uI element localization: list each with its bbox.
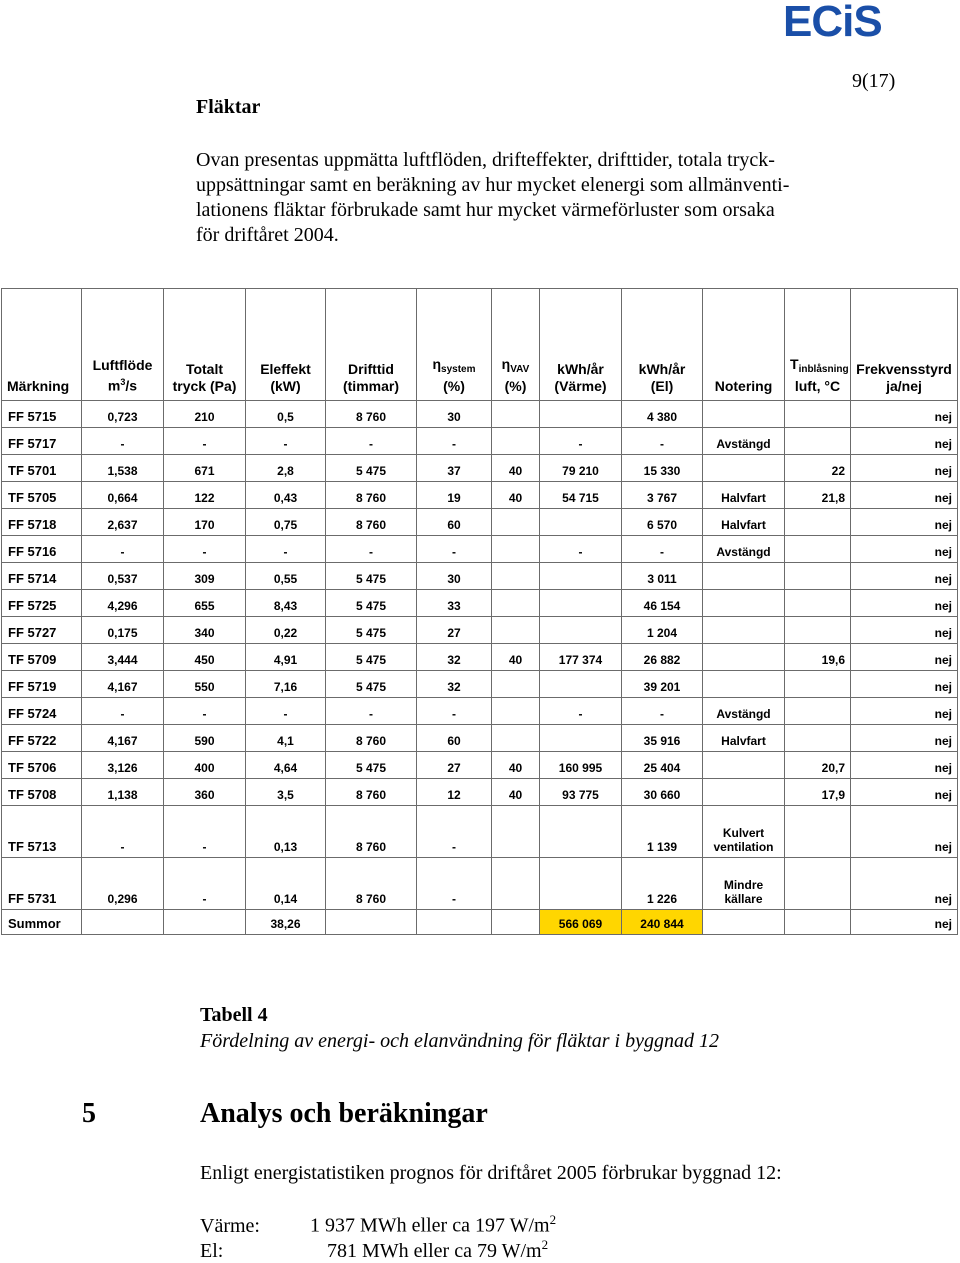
cell-airflow: 0,175	[82, 617, 164, 644]
table-row	[2, 428, 958, 455]
cell-note	[703, 617, 785, 644]
section-number: 5	[82, 1098, 96, 1129]
table-header-row	[2, 289, 958, 401]
cell-note: Avstängd	[703, 536, 785, 563]
cell-eta-system: 33	[417, 590, 492, 617]
intro-paragraph	[196, 148, 836, 248]
header-hours: Drifttid (timmar)	[326, 289, 417, 401]
cell-temp: 20,7	[785, 752, 851, 779]
cell-eta-vav	[492, 617, 540, 644]
cell-hours: 8 760	[326, 725, 417, 752]
cell-note	[703, 455, 785, 482]
cell-pressure: -	[164, 858, 246, 910]
heat-value: 1 937 MWh eller ca 197 W/m	[310, 1214, 550, 1237]
cell-hours: -	[326, 428, 417, 455]
cell-eta-vav: 40	[492, 482, 540, 509]
el-value: 781 MWh eller ca 79 W/m	[327, 1239, 542, 1262]
cell-freq: nej	[851, 779, 958, 806]
header-airflow: Luftflöde $m^3/s$	[82, 289, 164, 401]
section-title: Analys och beräkningar	[200, 1098, 488, 1129]
cell-heat	[540, 590, 622, 617]
cell-pressure: 655	[164, 590, 246, 617]
cell-el: 30 660	[622, 779, 703, 806]
cell-eta-vav	[492, 428, 540, 455]
note-line: Mindre	[723, 878, 764, 892]
summary-empty	[164, 910, 246, 935]
cell-pressure: 170	[164, 509, 246, 536]
cell-eta-vav: 40	[492, 779, 540, 806]
cell-note	[703, 671, 785, 698]
cell-hours: 8 760	[326, 482, 417, 509]
cell-airflow: -	[82, 536, 164, 563]
cell-power: 0,43	[246, 482, 326, 509]
cell-eta-system: 60	[417, 509, 492, 536]
table-row	[2, 509, 958, 536]
cell-marking: FF 5727	[2, 617, 82, 644]
table-row	[2, 858, 958, 910]
cell-el: 26 882	[622, 644, 703, 671]
cell-airflow: 0,723	[82, 401, 164, 428]
cell-power: 4,64	[246, 752, 326, 779]
cell-hours: 5 475	[326, 671, 417, 698]
cell-airflow: -	[82, 698, 164, 725]
summary-empty	[82, 910, 164, 935]
cell-temp	[785, 509, 851, 536]
cell-hours: 5 475	[326, 617, 417, 644]
cell-el: -	[622, 698, 703, 725]
cell-marking: FF 5722	[2, 725, 82, 752]
cell-eta-vav	[492, 590, 540, 617]
cell-freq: nej	[851, 455, 958, 482]
cell-eta-system: 27	[417, 617, 492, 644]
el-consumption-line	[200, 1237, 548, 1263]
table-row	[2, 806, 958, 858]
cell-temp	[785, 698, 851, 725]
cell-heat: -	[540, 698, 622, 725]
summary-freq: nej	[851, 910, 958, 935]
cell-power: 0,14	[246, 858, 326, 910]
header-heat-energy: kWh/år (Värme)	[540, 289, 622, 401]
table-row	[2, 482, 958, 509]
cell-freq: nej	[851, 509, 958, 536]
cell-hours: 5 475	[326, 644, 417, 671]
cell-airflow: 4,167	[82, 725, 164, 752]
cell-pressure: 210	[164, 401, 246, 428]
cell-eta-system: 32	[417, 644, 492, 671]
cell-el: 1 204	[622, 617, 703, 644]
intro-line: uppsättningar samt en beräkning av hur mycket elenergi som allmänventi-	[196, 174, 790, 196]
cell-hours: 8 760	[326, 509, 417, 536]
summary-label: Summor	[2, 910, 82, 935]
summary-row	[2, 910, 958, 935]
cell-power: -	[246, 428, 326, 455]
cell-el: 1 139	[622, 806, 703, 858]
cell-pressure: 400	[164, 752, 246, 779]
cell-temp: 21,8	[785, 482, 851, 509]
cell-temp	[785, 617, 851, 644]
header-power: Eleffekt (kW)	[246, 289, 326, 401]
cell-eta-vav	[492, 671, 540, 698]
cell-freq: nej	[851, 617, 958, 644]
cell-pressure: 340	[164, 617, 246, 644]
cell-temp: 17,9	[785, 779, 851, 806]
table-row	[2, 536, 958, 563]
cell-heat: 160 995	[540, 752, 622, 779]
cell-power: 4,91	[246, 644, 326, 671]
cell-marking: FF 5724	[2, 698, 82, 725]
cell-heat	[540, 858, 622, 910]
header-note: Notering	[703, 289, 785, 401]
cell-marking: FF 5714	[2, 563, 82, 590]
heat-consumption-line	[200, 1212, 556, 1238]
cell-el: 3 767	[622, 482, 703, 509]
cell-eta-vav: 40	[492, 644, 540, 671]
cell-eta-vav	[492, 563, 540, 590]
section-heading: Fläktar	[196, 96, 261, 118]
cell-power: -	[246, 536, 326, 563]
cell-eta-system: 37	[417, 455, 492, 482]
table-row	[2, 671, 958, 698]
cell-heat: 54 715	[540, 482, 622, 509]
cell-power: 3,5	[246, 779, 326, 806]
cell-pressure: 590	[164, 725, 246, 752]
cell-note: Avstängd	[703, 698, 785, 725]
summary-heat: 566 069	[540, 910, 622, 935]
header-eta-vav: $\eta_{VAV}$ (%)	[492, 289, 540, 401]
cell-airflow: 3,444	[82, 644, 164, 671]
cell-power: 0,55	[246, 563, 326, 590]
cell-marking: TF 5705	[2, 482, 82, 509]
cell-heat: 177 374	[540, 644, 622, 671]
intro-line: Ovan presentas uppmätta luftflöden, drifteffekter, drifttider, totala tryck-	[196, 149, 775, 171]
cell-hours: 5 475	[326, 590, 417, 617]
cell-hours: 8 760	[326, 858, 417, 910]
cell-marking: FF 5716	[2, 536, 82, 563]
cell-note	[703, 644, 785, 671]
cell-hours: -	[326, 698, 417, 725]
cell-temp	[785, 671, 851, 698]
cell-freq: nej	[851, 401, 958, 428]
cell-temp	[785, 401, 851, 428]
cell-note	[703, 752, 785, 779]
table-row	[2, 401, 958, 428]
cell-freq: nej	[851, 428, 958, 455]
cell-eta-system: -	[417, 806, 492, 858]
cell-temp	[785, 590, 851, 617]
cell-pressure: 671	[164, 455, 246, 482]
cell-heat	[540, 806, 622, 858]
table-caption	[200, 1002, 719, 1054]
intro-line: för driftåret 2004.	[196, 224, 339, 246]
cell-temp	[785, 725, 851, 752]
cell-heat	[540, 401, 622, 428]
cell-heat: -	[540, 536, 622, 563]
cell-marking: TF 5713	[2, 806, 82, 858]
cell-marking: FF 5718	[2, 509, 82, 536]
summary-empty	[492, 910, 540, 935]
cell-freq: nej	[851, 725, 958, 752]
cell-temp: 19,6	[785, 644, 851, 671]
cell-freq: nej	[851, 563, 958, 590]
cell-freq: nej	[851, 671, 958, 698]
cell-power: 8,43	[246, 590, 326, 617]
cell-el: 46 154	[622, 590, 703, 617]
summary-power: 38,26	[246, 910, 326, 935]
table-row	[2, 455, 958, 482]
cell-note: Halvfart	[703, 482, 785, 509]
cell-el: 25 404	[622, 752, 703, 779]
table-row	[2, 779, 958, 806]
cell-eta-vav: 40	[492, 455, 540, 482]
cell-power: 7,16	[246, 671, 326, 698]
cell-eta-system: -	[417, 428, 492, 455]
cell-el: 39 201	[622, 671, 703, 698]
cell-marking: TF 5706	[2, 752, 82, 779]
cell-marking: FF 5719	[2, 671, 82, 698]
cell-note	[703, 590, 785, 617]
cell-note	[703, 563, 785, 590]
cell-pressure: 122	[164, 482, 246, 509]
cell-el: 1 226	[622, 858, 703, 910]
cell-freq: nej	[851, 482, 958, 509]
cell-hours: 5 475	[326, 752, 417, 779]
cell-power: 2,8	[246, 455, 326, 482]
el-unit-sup: 2	[541, 1237, 549, 1252]
cell-el: -	[622, 536, 703, 563]
cell-pressure: 360	[164, 779, 246, 806]
cell-heat: 79 210	[540, 455, 622, 482]
cell-airflow: 0,296	[82, 858, 164, 910]
cell-el: 35 916	[622, 725, 703, 752]
cell-el: 15 330	[622, 455, 703, 482]
cell-el: -	[622, 428, 703, 455]
cell-pressure: 550	[164, 671, 246, 698]
cell-heat	[540, 509, 622, 536]
cell-eta-system: 27	[417, 752, 492, 779]
cell-pressure: 309	[164, 563, 246, 590]
cell-eta-system: 30	[417, 563, 492, 590]
cell-el: 6 570	[622, 509, 703, 536]
cell-freq: nej	[851, 752, 958, 779]
cell-note	[703, 401, 785, 428]
header-eta-system: $\eta_{system}$ (%)	[417, 289, 492, 401]
cell-eta-vav	[492, 536, 540, 563]
cell-eta-system: -	[417, 698, 492, 725]
table-row	[2, 698, 958, 725]
cell-power: 0,75	[246, 509, 326, 536]
cell-eta-vav	[492, 698, 540, 725]
cell-marking: FF 5715	[2, 401, 82, 428]
header-el-energy: kWh/år (El)	[622, 289, 703, 401]
cell-power: 4,1	[246, 725, 326, 752]
cell-note	[703, 779, 785, 806]
cell-heat	[540, 563, 622, 590]
cell-temp	[785, 428, 851, 455]
cell-pressure: -	[164, 536, 246, 563]
cell-pressure: -	[164, 698, 246, 725]
intro-line: lationens fläktar förbrukade samt hur mycket värmeförluster som orsaka	[196, 199, 775, 221]
cell-marking: TF 5708	[2, 779, 82, 806]
cell-eta-vav	[492, 725, 540, 752]
ecis-logo: ECiS	[783, 0, 882, 46]
cell-hours: 8 760	[326, 806, 417, 858]
header-pressure: Totalt tryck (Pa)	[164, 289, 246, 401]
cell-power: 0,5	[246, 401, 326, 428]
cell-hours: 8 760	[326, 401, 417, 428]
table-row	[2, 752, 958, 779]
summary-empty	[703, 910, 785, 935]
cell-eta-vav	[492, 509, 540, 536]
table-row	[2, 644, 958, 671]
cell-eta-system: 30	[417, 401, 492, 428]
cell-heat	[540, 617, 622, 644]
cell-note	[703, 806, 785, 858]
caption-title: Tabell 4	[200, 1004, 268, 1026]
cell-note: Halvfart	[703, 509, 785, 536]
cell-marking: TF 5709	[2, 644, 82, 671]
section-5-paragraph: Enligt energistatistiken prognos för driftåret 2005 förbrukar byggnad 12:	[200, 1162, 782, 1184]
cell-el: 3 011	[622, 563, 703, 590]
note-line: ventilation	[713, 840, 774, 854]
cell-airflow: 4,167	[82, 671, 164, 698]
cell-temp	[785, 806, 851, 858]
cell-note: Avstängd	[703, 428, 785, 455]
cell-airflow: -	[82, 806, 164, 858]
cell-eta-system: 12	[417, 779, 492, 806]
fan-data-table	[1, 288, 958, 935]
cell-hours: 5 475	[326, 455, 417, 482]
cell-hours: 8 760	[326, 779, 417, 806]
cell-eta-system: 60	[417, 725, 492, 752]
cell-eta-system: -	[417, 536, 492, 563]
cell-pressure: -	[164, 806, 246, 858]
table-row	[2, 725, 958, 752]
cell-freq: nej	[851, 536, 958, 563]
cell-eta-vav	[492, 806, 540, 858]
cell-airflow: 4,296	[82, 590, 164, 617]
table-row	[2, 590, 958, 617]
note-line: Kulvert	[722, 826, 765, 840]
cell-heat	[540, 671, 622, 698]
cell-heat: 93 775	[540, 779, 622, 806]
cell-pressure: 450	[164, 644, 246, 671]
cell-marking: TF 5701	[2, 455, 82, 482]
cell-freq: nej	[851, 644, 958, 671]
note-line: källare	[724, 892, 763, 906]
table-row	[2, 617, 958, 644]
cell-eta-system: 32	[417, 671, 492, 698]
header-supply-temp: $T_{inblåsning}$ luft, °C	[785, 289, 851, 401]
summary-empty	[417, 910, 492, 935]
header-freq-control: Frekvensstyrd ja/nej	[851, 289, 958, 401]
heat-unit-sup: 2	[549, 1212, 557, 1227]
cell-eta-system: -	[417, 858, 492, 910]
cell-freq: nej	[851, 858, 958, 910]
cell-temp: 22	[785, 455, 851, 482]
heat-label: Värme:	[200, 1214, 260, 1237]
cell-power: -	[246, 698, 326, 725]
cell-heat: -	[540, 428, 622, 455]
cell-power: 0,13	[246, 806, 326, 858]
cell-heat	[540, 725, 622, 752]
cell-eta-vav	[492, 401, 540, 428]
cell-airflow: -	[82, 428, 164, 455]
page-number: 9(17)	[852, 70, 896, 92]
cell-airflow: 2,637	[82, 509, 164, 536]
cell-eta-system: 19	[417, 482, 492, 509]
caption-subtitle: Fördelning av energi- och elanvändning för fläktar i byggnad 12	[200, 1030, 719, 1052]
cell-airflow: 1,538	[82, 455, 164, 482]
cell-marking: FF 5717	[2, 428, 82, 455]
cell-freq: nej	[851, 590, 958, 617]
cell-marking: FF 5725	[2, 590, 82, 617]
cell-note: Halvfart	[703, 725, 785, 752]
cell-eta-vav: 40	[492, 752, 540, 779]
cell-el: 4 380	[622, 401, 703, 428]
cell-airflow: 0,664	[82, 482, 164, 509]
cell-temp	[785, 536, 851, 563]
cell-note	[703, 858, 785, 910]
el-label: El:	[200, 1239, 224, 1262]
cell-temp	[785, 563, 851, 590]
cell-temp	[785, 858, 851, 910]
cell-eta-vav	[492, 858, 540, 910]
cell-freq: nej	[851, 806, 958, 858]
cell-airflow: 1,138	[82, 779, 164, 806]
cell-hours: 5 475	[326, 563, 417, 590]
cell-airflow: 3,126	[82, 752, 164, 779]
cell-power: 0,22	[246, 617, 326, 644]
cell-airflow: 0,537	[82, 563, 164, 590]
summary-el: 240 844	[622, 910, 703, 935]
header-marking: Märkning	[2, 289, 82, 401]
cell-freq: nej	[851, 698, 958, 725]
table-row	[2, 563, 958, 590]
cell-pressure: -	[164, 428, 246, 455]
cell-marking: FF 5731	[2, 858, 82, 910]
summary-empty	[785, 910, 851, 935]
cell-hours: -	[326, 536, 417, 563]
summary-empty	[326, 910, 417, 935]
